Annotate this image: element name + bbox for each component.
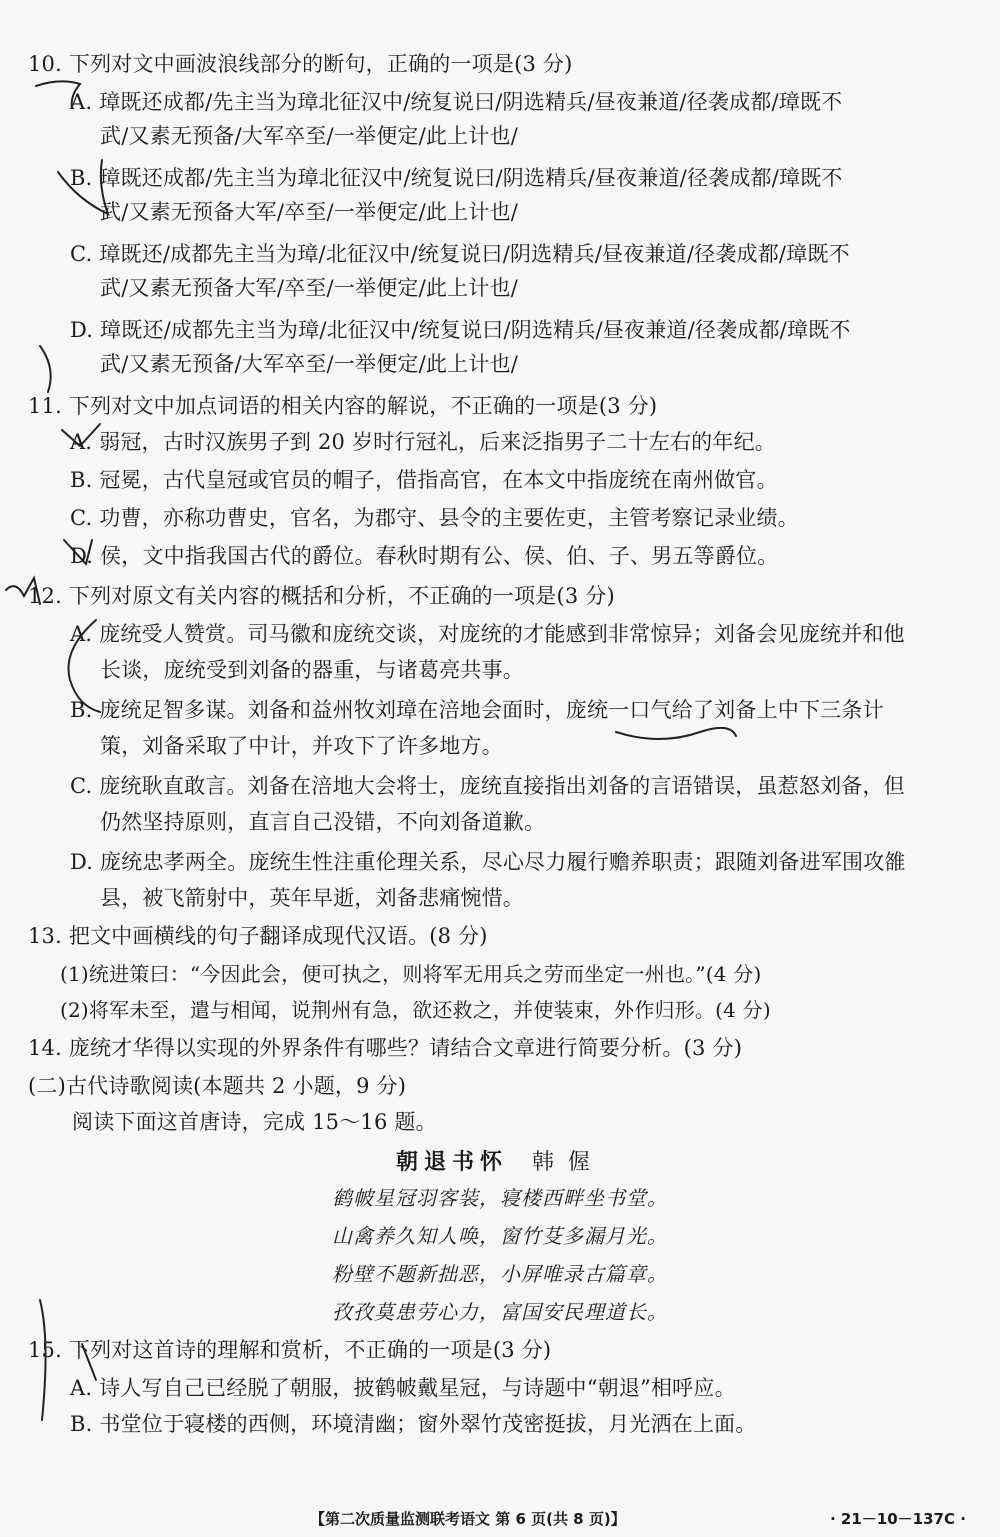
poem-line-2: 山禽养久知人唤，窗竹芟多漏月光。 bbox=[332, 1224, 668, 1248]
q10-option-d-line2: 武/又素无预备/大军卒至/一举便定/此上计也/ bbox=[100, 352, 518, 376]
q12-option-a-line2: 长谈，庞统受到刘备的器重，与诸葛亮共事。 bbox=[100, 658, 524, 682]
q10-option-b-line2: 武/又素无预备大军/卒至/一举便定/此上计也/ bbox=[100, 200, 518, 224]
footer-title: 【第二次质量监测联考语文 第 6 页(共 8 页)】 bbox=[310, 1510, 626, 1528]
q15-option-a: A. 诗人写自己已经脱了朝服，披鹤帔戴星冠，与诗题中“朝退”相呼应。 bbox=[70, 1376, 736, 1400]
poem-title: 朝退书怀 bbox=[395, 1150, 508, 1175]
q10-stem: 10. 下列对文中画波浪线部分的断句，正确的一项是(3 分) bbox=[28, 52, 573, 76]
q10-option-a-line2: 武/又素无预备/大军卒至/一举便定/此上计也/ bbox=[100, 124, 518, 148]
q12-option-d-line2: 县，被飞箭射中，英年早逝，刘备悲痛惋惜。 bbox=[100, 886, 524, 910]
section-intro: 阅读下面这首唐诗，完成 15～16 题。 bbox=[72, 1110, 437, 1134]
poem-line-1: 鹤帔星冠羽客装，寝楼西畔坐书堂。 bbox=[332, 1186, 668, 1210]
q13-sentence-2: (2)将军未至，遣与相闻，说荆州有急，欲还救之，并使装束，外作归形。(4 分) bbox=[60, 998, 771, 1022]
q15-option-b: B. 书堂位于寝楼的西侧，环境清幽；窗外翠竹茂密挺拔，月光洒在上面。 bbox=[70, 1412, 757, 1436]
q10-option-d-line1: D. 璋既还/成都先主当为璋/北征汉中/统复说曰/阴选精兵/昼夜兼道/径袭成都/璋既不 bbox=[70, 318, 851, 342]
pen-bracket-q11 bbox=[40, 346, 51, 392]
poem-title-block bbox=[0, 1145, 1000, 1176]
q10-option-c-line1: C. 璋既还/成都先主当为璋/北征汉中/统复说曰/阴选精兵/昼夜兼道/径袭成都/璋既不 bbox=[70, 242, 850, 266]
footer-code: · 21－10－137C · bbox=[830, 1510, 966, 1528]
q12-stem: 12. 下列对原文有关内容的概括和分析，不正确的一项是(3 分) bbox=[28, 584, 615, 608]
q15-stem: 15. 下列对这首诗的理解和赏析，不正确的一项是(3 分) bbox=[28, 1338, 552, 1362]
q13-sentence-1: (1)统进策曰：“今因此会，便可执之，则将军无用兵之劳而坐定一州也。”(4 分) bbox=[60, 962, 762, 986]
q11-option-d: D. 侯，文中指我国古代的爵位。春秋时期有公、侯、伯、子、男五等爵位。 bbox=[70, 544, 779, 568]
q14-stem: 14. 庞统才华得以实现的外界条件有哪些？请结合文章进行简要分析。(3 分) bbox=[28, 1036, 743, 1060]
q12-option-c-line1: C. 庞统耿直敢言。刘备在涪地大会将士，庞统直接指出刘备的言语错误，虽惹怒刘备，但 bbox=[70, 774, 905, 798]
poem-line-3: 粉壁不题新拙恶，小屏唯录古篇章。 bbox=[332, 1262, 668, 1286]
q11-option-a: A. 弱冠，古时汉族男子到 20 岁时行冠礼，后来泛指男子二十左右的年纪。 bbox=[70, 430, 776, 454]
q10-option-c-line2: 武/又素无预备大军/卒至/一举便定/此上计也/ bbox=[100, 276, 518, 300]
q10-option-b-line1: B. 璋既还成都/先主当为璋北征汉中/统复说曰/阴选精兵/昼夜兼道/径袭成都/璋既不 bbox=[70, 166, 843, 190]
section-heading: (二)古代诗歌阅读(本题共 2 小题，9 分) bbox=[28, 1074, 407, 1098]
q12-option-c-line2: 仍然坚持原则，直言自己没错，不向刘备道歉。 bbox=[100, 810, 546, 834]
q10-option-a-line1: A. 璋既还成都/先主当为璋北征汉中/统复说曰/阴选精兵/昼夜兼道/径袭成都/璋既不 bbox=[70, 90, 843, 114]
q11-stem: 11. 下列对文中加点词语的相关内容的解说，不正确的一项是(3 分) bbox=[28, 394, 658, 418]
poem-author: 韩偓 bbox=[532, 1150, 605, 1175]
q11-option-c: C. 功曹，亦称功曹史，官名，为郡守、县令的主要佐吏，主管考察记录业绩。 bbox=[70, 506, 799, 530]
q12-option-b-line1: B. 庞统足智多谋。刘备和益州牧刘璋在涪地会面时，庞统一口气给了刘备上中下三条计 bbox=[70, 698, 884, 722]
q13-stem: 13. 把文中画横线的句子翻译成现代汉语。(8 分) bbox=[28, 924, 488, 948]
q12-option-a-line1: A. 庞统受人赞赏。司马徽和庞统交谈，对庞统的才能感到非常惊异；刘备会见庞统并和他 bbox=[70, 622, 905, 646]
q12-option-d-line1: D. 庞统忠孝两全。庞统生性注重伦理关系，尽心尽力履行赡养职责；跟随刘备进军围攻雒 bbox=[70, 850, 906, 874]
poem-line-4: 孜孜莫患劳心力，富国安民理道长。 bbox=[332, 1300, 668, 1324]
q12-option-b-line2: 策，刘备采取了中计，并攻下了许多地方。 bbox=[100, 734, 503, 758]
q11-option-b: B. 冠冕，古代皇冠或官员的帽子，借指高官，在本文中指庞统在南州做官。 bbox=[70, 468, 778, 492]
